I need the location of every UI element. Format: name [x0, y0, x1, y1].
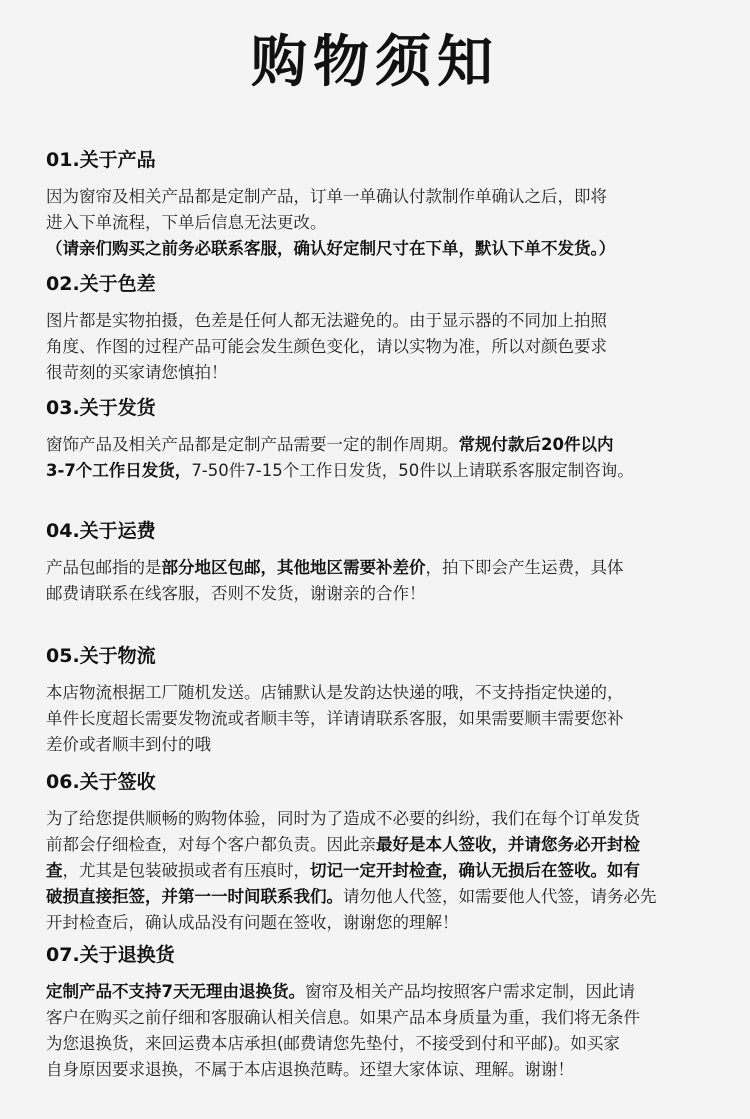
- body-line: [46, 555, 746, 581]
- body-line: [46, 236, 746, 262]
- body-text: 窗帘及相关产品均按照客户需求定制，因此请: [304, 982, 635, 1001]
- body-text: 前都会仔细检查，对每个客户都负责。因此亲: [46, 835, 376, 854]
- section-freight: [46, 519, 746, 607]
- body-text: 为了给您提供顺畅的购物体验，同时为了造成不必要的纠纷，我们在每个订单发货: [46, 809, 640, 828]
- body-text: 因为窗帘及相关产品都是定制产品，订单一单确认付款制作单确认之后，即将: [46, 187, 607, 206]
- body-text: 差价或者顺丰到付的哦: [46, 735, 211, 754]
- body-text: 自身原因要求退换，不属于本店退换范畴。还望大家体谅、理解。谢谢！: [46, 1060, 574, 1079]
- section-body: [46, 308, 746, 386]
- body-line: [46, 858, 746, 884]
- body-text: 邮费请联系在线客服，否则不发货，谢谢亲的合作！: [46, 584, 426, 603]
- body-text: 产品包邮指的是: [46, 558, 162, 577]
- section-product: [46, 148, 746, 262]
- section-logistics: [46, 644, 746, 758]
- body-line: [46, 1031, 746, 1057]
- section-heading: 06.关于签收: [46, 771, 156, 793]
- body-text: 客户在购买之前仔细和客服确认相关信息。如果产品本身质量为重，我们将无条件: [46, 1008, 640, 1027]
- section-color-difference: [46, 272, 746, 386]
- section-shipping: [46, 396, 746, 484]
- section-heading: 02.关于色差: [46, 273, 156, 295]
- emphasized-text: 最好是本人签收，并请您务必开封检: [376, 835, 640, 854]
- body-line: [46, 680, 746, 706]
- body-line: [46, 581, 746, 607]
- page-title: 购物须知: [251, 30, 499, 95]
- body-text: 角度、作图的过程产品可能会发生颜色变化，请以实物为准，所以对颜色要求: [46, 337, 607, 356]
- emphasized-text: 切记一定开封检查，确认无损后在签收。如有: [310, 861, 640, 880]
- body-line: [46, 432, 746, 458]
- body-line: [46, 360, 746, 386]
- body-line: [46, 334, 746, 360]
- body-line: [46, 1057, 746, 1083]
- body-line: [46, 884, 746, 910]
- emphasized-text: 部分地区包邮，其他地区需要补差价: [161, 558, 426, 577]
- body-text: ，尤其是包装破损或者有压痕时，: [62, 861, 310, 880]
- emphasized-text: 常规付款后20件以内: [458, 435, 614, 454]
- emphasized-text: 3-7个工作日发货，: [46, 461, 192, 480]
- body-line: [46, 832, 746, 858]
- section-heading: 07.关于退换货: [46, 944, 175, 966]
- body-line: [46, 732, 746, 758]
- body-text: 很苛刻的买家请您慎拍！: [46, 363, 228, 382]
- section-heading: 01.关于产品: [46, 149, 156, 171]
- body-text: 进入下单流程，下单后信息无法更改。: [46, 213, 327, 232]
- emphasized-text: 破损直接拒签，并第一一时间联系我们。: [46, 887, 343, 906]
- section-receipt: [46, 770, 746, 936]
- body-text: 开封检查后，确认成品没有问题在签收，谢谢您的理解！: [46, 913, 459, 932]
- section-heading: 03.关于发货: [46, 397, 156, 419]
- section-returns: [46, 943, 746, 1083]
- section-body: [46, 184, 746, 262]
- body-line: [46, 308, 746, 334]
- body-text: 本店物流根据工厂随机发送。店铺默认是发韵达快递的哦，不支持指定快递的，: [46, 683, 624, 702]
- body-text: 图片都是实物拍摄，色差是任何人都无法避免的。由于显示器的不同加上拍照: [46, 311, 607, 330]
- body-line: [46, 184, 746, 210]
- emphasized-text: 定制产品不支持7天无理由退换货。: [46, 982, 305, 1001]
- body-line: [46, 706, 746, 732]
- section-body: [46, 979, 746, 1083]
- body-line: [46, 1005, 746, 1031]
- body-text: 窗饰产品及相关产品都是定制产品需要一定的制作周期。: [46, 435, 459, 454]
- body-text: 单件长度超长需要发物流或者顺丰等，详请请联系客服，如果需要顺丰需要您补: [46, 709, 624, 728]
- body-text: 为您退换货，来回运费本店承担(邮费请您先垫付，不接受到付和平邮)。如买家: [46, 1034, 620, 1053]
- section-heading: 05.关于物流: [46, 645, 156, 667]
- body-text: ，拍下即会产生运费，具体: [425, 558, 624, 577]
- emphasized-text: （请亲们购买之前务必联系客服，确认好定制尺寸在下单，默认下单不发货。）: [46, 239, 616, 258]
- body-text: 7-50件7-15个工作日发货，50件以上请联系客服定制咨询。: [191, 461, 634, 480]
- body-line: [46, 979, 746, 1005]
- section-heading: 04.关于运费: [46, 520, 156, 542]
- body-line: [46, 210, 746, 236]
- body-line: [46, 910, 746, 936]
- body-line: [46, 806, 746, 832]
- emphasized-text: 查: [46, 861, 63, 880]
- body-line: [46, 458, 746, 484]
- section-body: [46, 806, 746, 936]
- section-body: [46, 555, 746, 607]
- section-body: [46, 432, 746, 484]
- body-text: 请勿他人代签，如需要他人代签，请务必先: [343, 887, 657, 906]
- section-body: [46, 680, 746, 758]
